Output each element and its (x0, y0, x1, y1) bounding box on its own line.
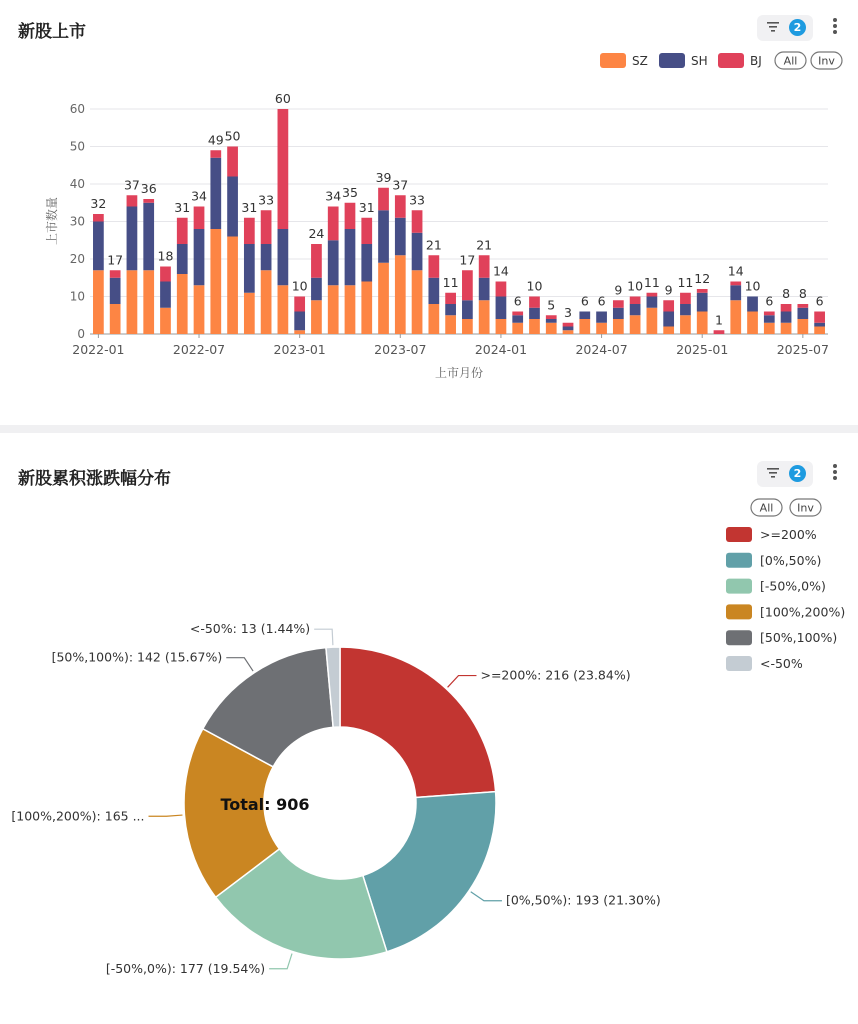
legend-invert-button-label: Inv (818, 54, 835, 68)
x-tick-label: 2023-01 (273, 342, 326, 357)
bar-sh[interactable] (261, 244, 272, 270)
bar-sz[interactable] (697, 312, 708, 335)
bar-total-label: 5 (547, 297, 556, 313)
slice-leader-line (314, 629, 333, 645)
bar-bj[interactable] (160, 267, 171, 282)
x-tick-label: 2023-07 (374, 342, 427, 357)
bar-sh[interactable] (194, 229, 205, 285)
x-tick-label: 2024-07 (575, 342, 628, 357)
ipo-listing-panel (0, 0, 858, 425)
x-axis-label: 上市月份 (434, 366, 484, 380)
bar-bj[interactable] (697, 289, 708, 293)
x-tick-label: 2024-01 (474, 342, 528, 357)
bar-sz[interactable] (797, 319, 808, 334)
bar-total-label: 21 (425, 237, 442, 253)
bar-sh[interactable] (747, 297, 758, 312)
legend-swatch (659, 53, 685, 68)
bar-bj[interactable] (529, 297, 540, 308)
slice-leader-line (149, 815, 183, 816)
y-tick-label: 0 (77, 327, 85, 341)
bar-sh[interactable] (445, 304, 456, 315)
bar-bj[interactable] (630, 297, 641, 305)
bar-total-label: 33 (409, 192, 426, 208)
bar-bj[interactable] (814, 312, 825, 323)
bar-sz[interactable] (764, 323, 775, 334)
bar-total-label: 6 (597, 293, 606, 309)
bar-sh[interactable] (244, 244, 255, 293)
pie-slice[interactable] (340, 647, 496, 797)
legend-item[interactable] (726, 656, 803, 671)
bar-sz[interactable] (579, 319, 590, 334)
x-tick-label: 2025-07 (776, 342, 829, 357)
y-axis-label: 上市数量 (45, 196, 59, 246)
bar-sz[interactable] (412, 270, 423, 334)
bar-bj[interactable] (714, 330, 725, 334)
bar-sh[interactable] (160, 282, 171, 308)
bar-sz[interactable] (395, 255, 406, 334)
bar-sz[interactable] (278, 285, 289, 334)
bar-bj[interactable] (345, 203, 356, 229)
bar-sh[interactable] (278, 229, 289, 285)
slice-leader-line (471, 892, 502, 901)
bar-sz[interactable] (328, 285, 339, 334)
slice-label: <-50%: 13 (1.44%) (189, 621, 311, 637)
bar-bj[interactable] (781, 304, 792, 312)
bar-sh[interactable] (730, 285, 741, 300)
bar-sh[interactable] (512, 315, 523, 323)
bar-sh[interactable] (546, 319, 557, 323)
legend-all-button[interactable] (775, 52, 806, 69)
bar-total-label: 34 (191, 188, 207, 204)
legend-item-sh[interactable] (659, 53, 708, 68)
bar-sz[interactable] (294, 330, 305, 334)
x-tick-label: 2022-01 (72, 342, 125, 357)
bar-bj[interactable] (227, 147, 238, 177)
bar-bj[interactable] (445, 293, 456, 304)
bar-total-label: 33 (258, 192, 275, 208)
bar-total-label: 11 (442, 274, 459, 290)
bar-total-label: 11 (677, 274, 694, 290)
bar-bj[interactable] (110, 270, 121, 278)
bar-bj[interactable] (93, 214, 104, 222)
bar-total-label: 1 (715, 312, 723, 328)
x-tick-label: 2022-07 (172, 342, 226, 357)
bar-sz[interactable] (361, 282, 372, 335)
bar-sz[interactable] (596, 323, 607, 334)
legend-all-button[interactable] (751, 499, 782, 516)
bar-bj[interactable] (496, 282, 507, 297)
bar-sz[interactable] (680, 315, 691, 334)
bar-total-label: 21 (476, 237, 493, 253)
bar-sh[interactable] (361, 244, 372, 282)
bar-sz[interactable] (428, 304, 439, 334)
legend-all-button-label: All (759, 501, 774, 515)
bar-total-label: 6 (580, 293, 589, 309)
y-tick-label: 40 (69, 177, 85, 191)
legend-swatch (718, 53, 744, 68)
bar-sz[interactable] (311, 300, 322, 334)
bar-sz[interactable] (647, 308, 658, 334)
bar-total-label: 6 (513, 293, 522, 309)
bar-sh[interactable] (496, 297, 507, 320)
bar-sz[interactable] (512, 323, 523, 334)
bar-sh[interactable] (613, 308, 624, 319)
legend-swatch (726, 656, 752, 671)
bar-sz[interactable] (814, 327, 825, 335)
legend-invert-button-label: Inv (797, 501, 814, 515)
bar-sh[interactable] (563, 327, 574, 331)
bar-sh[interactable] (680, 304, 691, 315)
bar-bj[interactable] (143, 199, 154, 203)
bar-total-label: 32 (90, 196, 107, 211)
bar-bj[interactable] (328, 207, 339, 241)
bar-bj[interactable] (244, 218, 255, 244)
bar-sz[interactable] (194, 285, 205, 334)
bar-total-label: 9 (664, 282, 673, 298)
bar-total-label: 14 (492, 263, 509, 279)
legend-label: [0%,50%) (760, 552, 822, 568)
bar-total-label: 31 (358, 199, 375, 215)
bar-total-label: 14 (727, 263, 744, 279)
bar-sh[interactable] (781, 312, 792, 323)
legend-item[interactable] (726, 527, 817, 542)
bar-total-label: 37 (392, 177, 409, 193)
legend-item-sz[interactable] (600, 53, 648, 68)
bar-sh[interactable] (764, 315, 775, 323)
bar-total-label: 34 (325, 188, 342, 204)
bar-total-label: 50 (224, 128, 241, 144)
bar-sh[interactable] (663, 312, 674, 327)
bar-sz[interactable] (563, 330, 574, 334)
legend-swatch (726, 604, 752, 619)
bar-sh[interactable] (227, 177, 238, 237)
bar-total-label: 31 (241, 199, 258, 215)
bar-sz[interactable] (630, 315, 641, 334)
bar-total-label: 11 (643, 274, 660, 290)
bar-total-label: 35 (342, 184, 358, 200)
legend-swatch (726, 630, 752, 645)
bar-total-label: 3 (564, 304, 572, 320)
bar-bj[interactable] (378, 188, 389, 211)
bar-sz[interactable] (613, 319, 624, 334)
bar-sh[interactable] (428, 278, 439, 304)
bar-total-label: 17 (107, 252, 124, 268)
bar-sh[interactable] (93, 222, 104, 271)
bar-total-label: 8 (798, 286, 807, 301)
y-tick-label: 20 (69, 252, 85, 266)
bar-sh[interactable] (579, 312, 590, 320)
legend-label: SH (691, 54, 708, 68)
bar-bj[interactable] (764, 312, 775, 316)
bar-sh[interactable] (345, 229, 356, 285)
slice-leader-line (226, 658, 253, 671)
bar-total-label: 10 (627, 278, 644, 294)
bar-total-label: 37 (123, 177, 140, 193)
bar-bj[interactable] (663, 300, 674, 311)
donut-chart (0, 433, 858, 1024)
bar-sz[interactable] (546, 323, 557, 334)
bar-bj[interactable] (361, 218, 372, 244)
bar-sz[interactable] (177, 274, 188, 334)
bar-sz[interactable] (244, 293, 255, 334)
slice-label: [0%,50%): 193 (21.30%) (505, 892, 661, 908)
bar-sh[interactable] (462, 300, 473, 319)
bar-sz[interactable] (747, 312, 758, 335)
bar-bj[interactable] (177, 218, 188, 244)
bar-sz[interactable] (496, 319, 507, 334)
bar-bj[interactable] (278, 109, 289, 229)
bar-sz[interactable] (378, 263, 389, 334)
slice-label: [50%,100%): 142 (15.67%) (51, 649, 223, 665)
bar-sz[interactable] (529, 319, 540, 334)
y-tick-label: 10 (69, 289, 85, 304)
legend-swatch (726, 579, 752, 594)
bar-bj[interactable] (462, 270, 473, 300)
bar-sz[interactable] (730, 300, 741, 334)
bar-sh[interactable] (814, 323, 825, 327)
bar-sz[interactable] (663, 327, 674, 335)
bar-bj[interactable] (127, 195, 138, 206)
legend-item-bj[interactable] (718, 53, 762, 68)
bar-sh[interactable] (797, 308, 808, 319)
bar-bj[interactable] (680, 293, 691, 304)
y-tick-label: 60 (69, 102, 85, 116)
bar-bj[interactable] (428, 255, 439, 278)
bar-chart (0, 0, 858, 425)
y-tick-label: 50 (69, 139, 85, 154)
bar-sh[interactable] (210, 158, 221, 229)
legend-all-button-label: All (783, 54, 798, 68)
legend-item[interactable] (726, 553, 821, 568)
bar-sh[interactable] (143, 203, 154, 271)
legend-label: [-50%,0%) (760, 578, 826, 594)
bar-total-label: 10 (291, 278, 308, 294)
bar-bj[interactable] (194, 207, 205, 230)
bar-bj[interactable] (797, 304, 808, 308)
bar-bj[interactable] (294, 297, 305, 312)
legend-label: <-50% (760, 656, 803, 671)
bar-total-label: 10 (526, 278, 543, 294)
legend-invert-button[interactable] (790, 499, 821, 516)
legend-label: SZ (632, 54, 648, 68)
bar-bj[interactable] (311, 244, 322, 278)
bar-total-label: 49 (207, 132, 224, 148)
bar-sz[interactable] (345, 285, 356, 334)
legend-label: [50%,100%) (760, 630, 838, 646)
bar-sh[interactable] (110, 278, 121, 304)
x-tick-label: 2025-01 (676, 342, 729, 357)
slice-leader-line (269, 954, 292, 969)
bar-sz[interactable] (227, 237, 238, 335)
filter-count-badge: 2 (789, 19, 806, 36)
legend-swatch (726, 553, 752, 568)
panel-title: 新股上市 (18, 22, 86, 42)
bar-sh[interactable] (395, 218, 406, 256)
bar-sh[interactable] (596, 312, 607, 323)
bar-total-label: 8 (782, 286, 791, 301)
bar-total-label: 31 (174, 199, 191, 215)
bar-bj[interactable] (647, 293, 658, 297)
bar-sz[interactable] (110, 304, 121, 334)
bar-bj[interactable] (730, 282, 741, 286)
bar-total-label: 36 (140, 181, 157, 196)
bar-total-label: 24 (308, 226, 325, 241)
bar-bj[interactable] (412, 210, 423, 233)
bar-total-label: 6 (815, 293, 824, 309)
bar-sh[interactable] (647, 297, 658, 308)
bar-sz[interactable] (445, 315, 456, 334)
bar-sz[interactable] (781, 323, 792, 334)
bar-total-label: 10 (744, 278, 761, 294)
bar-sh[interactable] (412, 233, 423, 271)
bar-total-label: 17 (459, 252, 476, 268)
bar-total-label: 12 (694, 271, 711, 286)
legend-swatch (600, 53, 626, 68)
bar-bj[interactable] (479, 255, 490, 278)
bar-sz[interactable] (127, 270, 138, 334)
filter-count-badge: 2 (789, 465, 806, 482)
bar-sh[interactable] (378, 210, 389, 263)
slice-label: [100%,200%): 165 ... (11, 808, 145, 824)
bar-sh[interactable] (328, 240, 339, 285)
bar-sz[interactable] (479, 300, 490, 334)
bar-sz[interactable] (261, 270, 272, 334)
bar-sz[interactable] (210, 229, 221, 334)
bar-sz[interactable] (93, 270, 104, 334)
bar-total-label: 60 (274, 91, 291, 106)
bar-sz[interactable] (160, 308, 171, 334)
bar-bj[interactable] (512, 312, 523, 316)
bar-bj[interactable] (261, 210, 272, 244)
bar-bj[interactable] (395, 195, 406, 218)
bar-sh[interactable] (127, 207, 138, 271)
bar-total-label: 39 (375, 169, 392, 185)
bar-total-label: 18 (157, 248, 174, 264)
legend-label: [100%,200%) (760, 604, 846, 620)
slice-leader-line (448, 676, 477, 688)
slice-label: >=200%: 216 (23.84%) (480, 667, 631, 683)
bar-bj[interactable] (210, 150, 221, 158)
bar-sh[interactable] (529, 308, 540, 319)
bar-sh[interactable] (294, 312, 305, 331)
bar-sh[interactable] (697, 293, 708, 312)
panel-title: 新股累积涨跌幅分布 (18, 469, 171, 489)
return-distribution-panel (0, 433, 858, 1024)
bar-bj[interactable] (563, 323, 574, 327)
pie-slice[interactable] (363, 792, 496, 952)
slice-label: [-50%,0%): 177 (19.54%) (105, 960, 266, 976)
legend-swatch (726, 527, 752, 542)
legend-item[interactable] (726, 579, 826, 594)
y-tick-label: 30 (69, 214, 85, 229)
legend-item[interactable] (726, 604, 845, 619)
bar-bj[interactable] (546, 315, 557, 319)
legend-item[interactable] (726, 630, 837, 645)
total-label: Total: 906 (220, 795, 310, 814)
bar-total-label: 6 (765, 293, 774, 309)
bar-sh[interactable] (479, 278, 490, 301)
bar-sh[interactable] (630, 304, 641, 315)
bar-total-label: 9 (614, 282, 623, 298)
legend-invert-button[interactable] (811, 52, 842, 69)
bar-sz[interactable] (462, 319, 473, 334)
bar-sh[interactable] (177, 244, 188, 274)
legend-label: BJ (750, 54, 762, 68)
bar-sz[interactable] (143, 270, 154, 334)
bar-sh[interactable] (311, 278, 322, 301)
legend-label: >=200% (760, 527, 817, 542)
bar-bj[interactable] (613, 300, 624, 308)
